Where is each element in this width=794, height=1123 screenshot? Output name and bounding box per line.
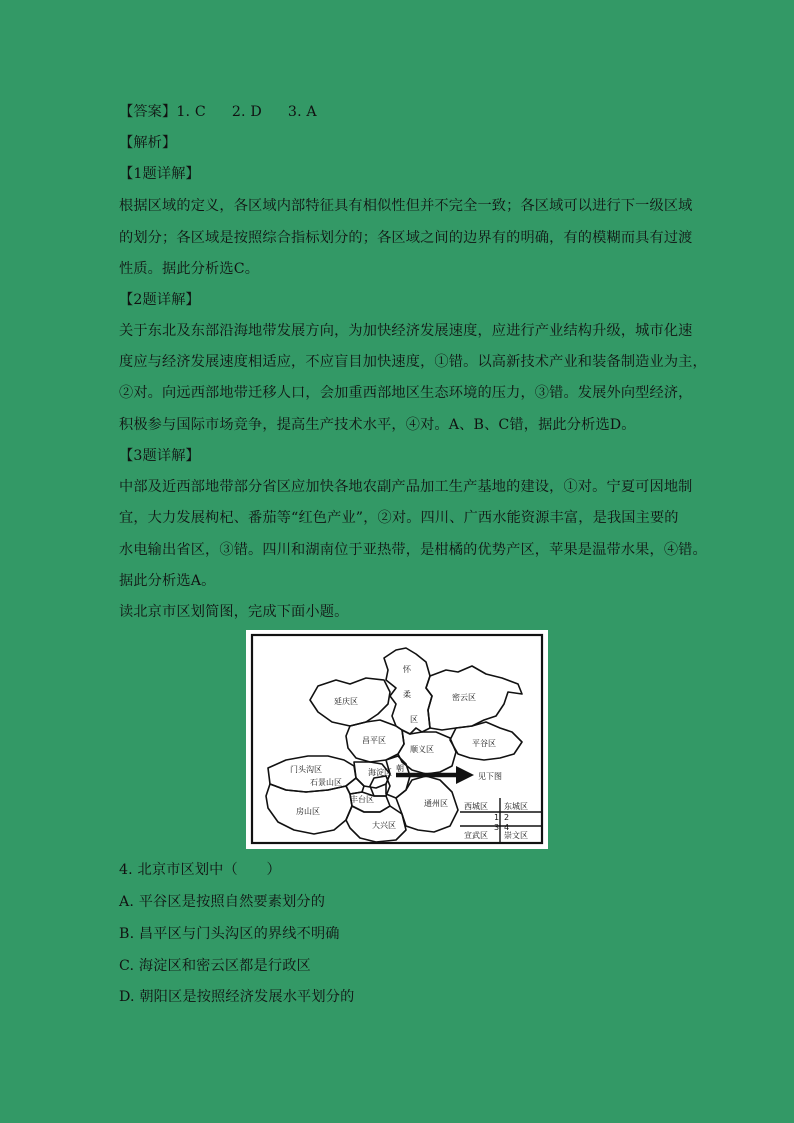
- label-miyun: 密云区: [452, 693, 476, 702]
- q4-option-c[interactable]: C. 海淀区和密云区都是行政区: [119, 958, 311, 974]
- label-chongwen: 崇文区: [504, 831, 528, 840]
- label-daxing: 大兴区: [372, 821, 396, 830]
- label-mentougou: 门头沟区: [290, 765, 322, 774]
- q4-stem: 4. 北京市区划中（ ）: [119, 862, 281, 878]
- label-dongcheng: 东城区: [504, 802, 528, 811]
- q3-text-line-4: 据此分析选A。: [119, 573, 216, 589]
- q2-text-line-2: 度应与经济发展速度相适应，不应盲目加快速度，①错。以高新技术产业和装备制造业为主，: [119, 354, 707, 370]
- label-fengtai: 丰台区: [350, 795, 374, 804]
- q2-text-line-1: 关于东北及东部沿海地带发展方向，为加快经济发展速度，应进行产业结构升级，城市化速: [119, 323, 693, 339]
- q1-text-line-3: 性质。据此分析选C。: [119, 261, 260, 277]
- answer-item-1: 1. C: [176, 104, 206, 120]
- label-shunyi: 顺义区: [410, 745, 434, 754]
- label-huairou-2: 柔: [403, 690, 411, 699]
- q4-option-d[interactable]: D. 朝阳区是按照经济发展水平划分的: [119, 989, 355, 1005]
- q2-text-line-4: 积极参与国际市场竞争，提高生产技术水平，④对。A、B、C错，据此分析选D。: [119, 417, 636, 433]
- q4-option-b[interactable]: B. 昌平区与门头沟区的界线不明确: [119, 926, 340, 942]
- label-yanqing: 延庆区: [334, 697, 358, 706]
- q2-heading: 【2题详解】: [119, 292, 200, 308]
- beijing-district-map: [246, 630, 548, 849]
- label-shijingshan: 石景山区: [310, 778, 342, 787]
- label-tongzhou: 通州区: [424, 799, 448, 808]
- label-n3: 3: [494, 823, 500, 832]
- answer-label: 【答案】: [119, 104, 177, 120]
- q3-text-line-3: 水电输出省区，③错。四川和湖南位于亚热带，是柑橘的优势产区，苹果是温带水果，④错。: [119, 542, 707, 558]
- answer-line: [119, 103, 317, 121]
- q2-text-line-3: ②对。向远西部地带迁移人口，会加重西部地区生态环境的压力，③错。发展外向型经济，: [119, 385, 693, 401]
- q1-text-line-1: 根据区域的定义，各区域内部特征具有相似性但并不完全一致；各区域可以进行下一级区域: [119, 198, 693, 214]
- q3-text-line-2: 宜，大力发展枸杞、番茄等“红色产业”，②对。四川、广西水能资源丰富，是我国主要的: [119, 510, 679, 526]
- label-xicheng: 西城区: [464, 802, 488, 811]
- label-haidian: 海淀区: [368, 768, 392, 777]
- label-n2: 2: [504, 813, 510, 822]
- label-n1: 1: [494, 813, 500, 822]
- inset-arrow-head: [456, 766, 474, 784]
- analysis-heading: 【解析】: [119, 135, 177, 151]
- label-pinggu: 平谷区: [472, 739, 496, 748]
- q1-text-line-2: 的划分；各区域是按照综合指标划分的；各区域之间的边界有的明确，有的模糊而具有过渡: [119, 230, 693, 246]
- label-huairou-1: 怀: [403, 665, 411, 674]
- label-fangshan: 房山区: [296, 807, 320, 816]
- label-chaoyang: 朝: [396, 764, 404, 773]
- map-drawing: [246, 630, 548, 849]
- q4-option-a[interactable]: A. 平谷区是按照自然要素划分的: [119, 894, 326, 910]
- q3-text-line-1: 中部及近西部地带部分省区应加快各地农副产品加工生产基地的建设，①对。宁夏可因地制: [119, 479, 693, 495]
- answer-item-3: 3. A: [287, 104, 317, 120]
- q3-heading: 【3题详解】: [119, 448, 200, 464]
- label-see-below: 见下图: [478, 772, 502, 781]
- label-n4: 4: [504, 823, 510, 832]
- map-intro: 读北京市区划简图，完成下面小题。: [119, 604, 349, 620]
- label-changping: 昌平区: [362, 736, 386, 745]
- q1-heading: 【1题详解】: [119, 166, 200, 182]
- label-xuanwu: 宣武区: [464, 831, 488, 840]
- label-huairou-3: 区: [410, 715, 418, 724]
- answer-item-2: 2. D: [231, 104, 262, 120]
